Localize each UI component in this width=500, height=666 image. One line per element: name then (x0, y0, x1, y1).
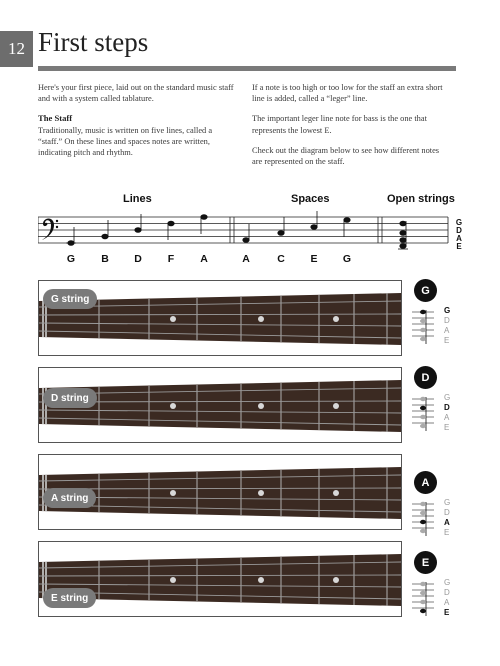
mini-staff (412, 498, 438, 538)
space-note-name: A (242, 253, 250, 265)
line-note-name: A (200, 253, 208, 265)
tab-letter: D (444, 403, 450, 412)
line-note-name: D (134, 253, 142, 265)
string-label: E string (43, 588, 96, 608)
e-string-panel (38, 541, 402, 617)
open-string-letter: G (455, 218, 463, 227)
open-strings-label: Open strings (387, 193, 455, 205)
mini-tab-g (412, 306, 451, 351)
space-note-name: C (277, 253, 285, 265)
lowest-e-paragraph: The important leger line note for bass is the one that represents the lowest E. (252, 114, 427, 135)
string-badge: E (414, 551, 437, 574)
tab-letter: G (444, 393, 451, 402)
space-note-name: G (342, 253, 352, 265)
d-string-panel (38, 367, 402, 443)
open-string-letter: E (456, 242, 462, 251)
tab-letter: G (444, 498, 451, 507)
string-badge: A (414, 471, 437, 494)
string-badge: D (414, 366, 437, 389)
tab-letter: A (444, 413, 450, 422)
leger-paragraph: If a note is too high or too low for the staff an extra short line is added, called a “leger” line. (252, 83, 443, 104)
fretboard (39, 542, 401, 616)
page-title: First steps (38, 27, 149, 57)
space-note-name: E (310, 253, 318, 265)
line-note-name: B (101, 253, 109, 265)
mini-staff (412, 306, 438, 346)
tab-letter: A (444, 326, 450, 335)
tab-letter: A (444, 598, 450, 607)
mini-tab-e (412, 578, 451, 623)
tab-letter: A (444, 518, 450, 527)
staff-paragraph: Traditionally, music is written on five lines, called a “staff.” On these lines and spaces notes are written, indicating pitch and rhythm. (38, 125, 213, 158)
line-note-name: F (167, 253, 175, 265)
string-label: G string (43, 289, 97, 309)
string-label: D string (43, 388, 97, 408)
intro-right-column (252, 82, 450, 176)
mini-staff (412, 578, 438, 618)
music-staff (38, 205, 468, 255)
intro-paragraph: Here's your first piece, laid out on the standard music staff and with a system called tablature. (38, 83, 234, 104)
open-string-letter: A (456, 234, 462, 243)
tab-letter: E (444, 608, 450, 617)
lines-label: Lines (123, 193, 152, 205)
line-note-name: G (66, 253, 76, 265)
diagram-paragraph: Check out the diagram below to see how different notes are represented on the staff. (252, 145, 440, 167)
tab-letter: D (444, 316, 450, 325)
tab-letter: G (444, 578, 451, 587)
spaces-label: Spaces (291, 193, 330, 205)
a-string-panel (38, 454, 402, 530)
mini-tab-a (412, 498, 451, 543)
g-string-panel (38, 280, 402, 356)
open-string-letter: D (456, 226, 462, 235)
mini-staff (412, 393, 438, 433)
string-badge: G (414, 279, 437, 302)
tab-letter: E (444, 528, 450, 537)
string-label: A string (43, 488, 96, 508)
tab-letter: E (444, 336, 450, 345)
page-number: 12 (0, 31, 33, 67)
intro-left-column (38, 82, 236, 167)
tab-letter: D (444, 588, 450, 597)
title-rule (38, 66, 456, 71)
section-heading-staff: The Staff (38, 113, 73, 124)
tab-letter: E (444, 423, 450, 432)
mini-tab-d (412, 393, 451, 438)
tab-letter: D (444, 508, 450, 517)
tab-letter: G (444, 306, 451, 315)
